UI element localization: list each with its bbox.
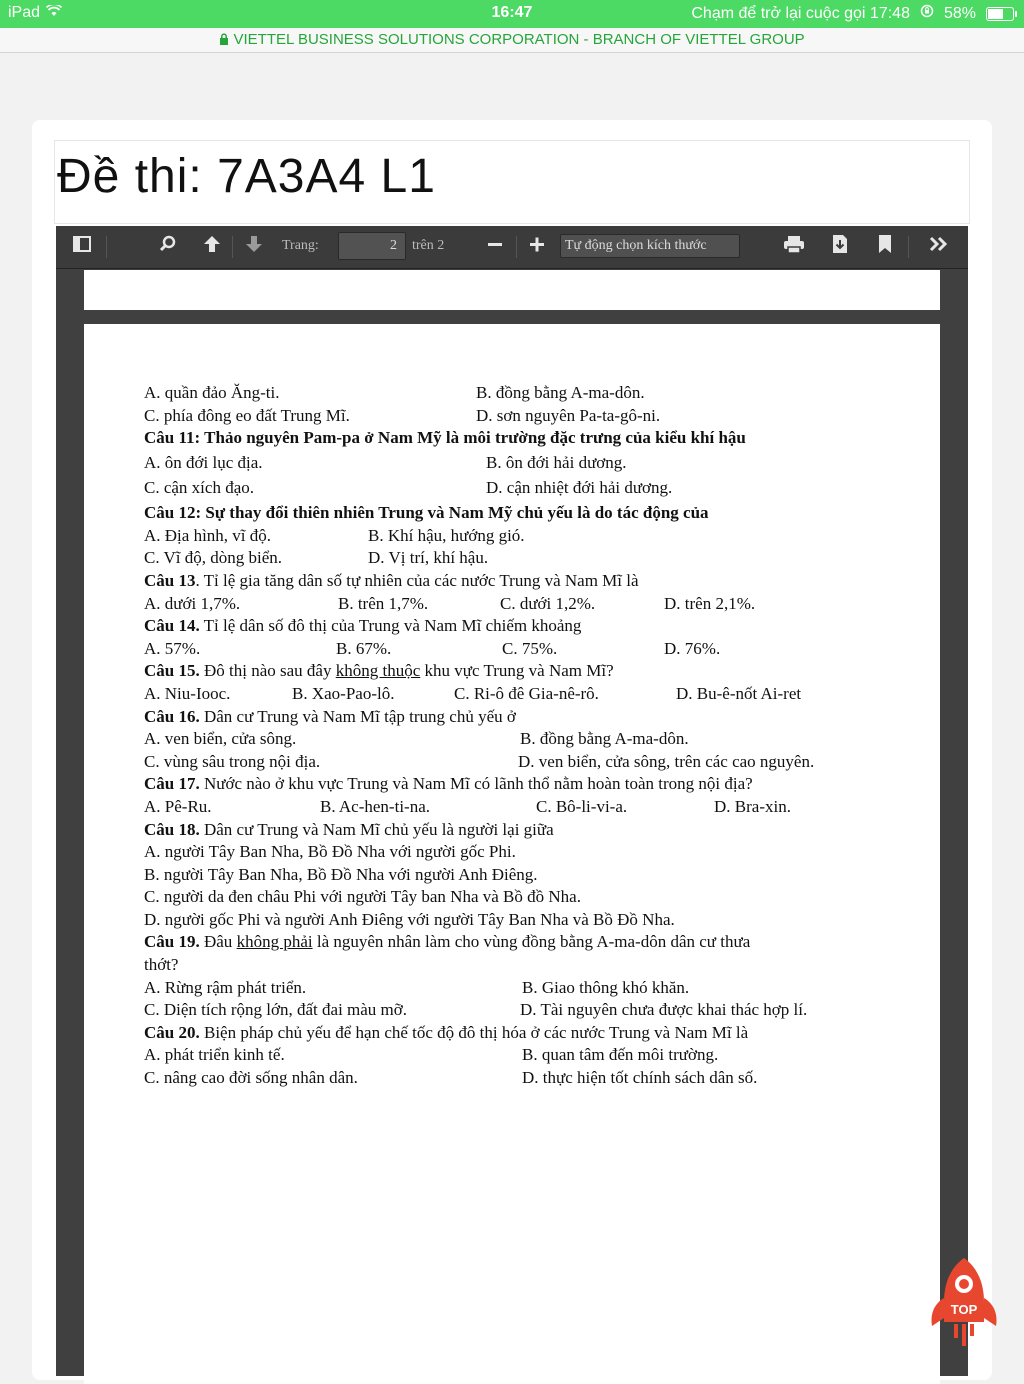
answer-option: C. Diện tích rộng lớn, đất đai màu mỡ. bbox=[144, 1000, 408, 1020]
answer-option: A. ôn đới lục địa. bbox=[144, 453, 263, 473]
answer-option: D. Bu-ê-nốt Ai-ret bbox=[676, 683, 802, 703]
answer-option: A. Rừng rậm phát triển. bbox=[144, 977, 307, 997]
answer-row bbox=[144, 751, 904, 774]
answer-option: B. quan tâm đến môi trường. bbox=[522, 1045, 719, 1065]
answer-option: D. ven biển, cửa sông, trên các cao nguyên. bbox=[518, 751, 815, 771]
battery-percent: 58% bbox=[943, 4, 976, 22]
answer-option: B. ôn đới hải dương. bbox=[486, 453, 627, 473]
page-label: Trang: bbox=[282, 238, 319, 253]
lock-icon bbox=[219, 31, 233, 48]
question-text: Dân cư Trung và Nam Mĩ tập trung chủ yếu ở bbox=[199, 706, 516, 726]
answer-option: D. sơn nguyên Pa-ta-gô-ni. bbox=[476, 405, 661, 425]
answer-row bbox=[144, 1067, 904, 1090]
question bbox=[144, 1022, 904, 1045]
answer-option: A. ven biển, cửa sông. bbox=[144, 729, 297, 749]
question-text: Đâu bbox=[199, 932, 237, 952]
answer-row bbox=[144, 638, 904, 661]
answer-option: A. quần đảo Ăng-ti. bbox=[144, 383, 280, 402]
zoom-in-icon[interactable] bbox=[528, 234, 546, 259]
answer-row bbox=[144, 796, 904, 819]
question-text: Biện pháp chủ yếu để hạn chế tốc độ đô thị hóa ở các nước Trung và Nam Mĩ là bbox=[199, 1022, 749, 1042]
answer-row bbox=[144, 886, 904, 909]
answer-row bbox=[144, 547, 904, 570]
pdf-page-2 bbox=[84, 324, 940, 1384]
answer-row bbox=[144, 728, 904, 751]
answer-option: B. đồng bằng A-ma-dôn. bbox=[520, 729, 689, 749]
answer-option: C. cận xích đạo. bbox=[144, 478, 254, 498]
question-number: Câu 19. bbox=[144, 932, 200, 952]
question bbox=[144, 502, 904, 525]
question-text: Đô thị nào sau đây bbox=[199, 661, 336, 681]
question-number: Câu 15. bbox=[144, 661, 200, 681]
device-name: iPad bbox=[8, 4, 41, 21]
answer-option: C. Ri-ô đê Gia-nê-rô. bbox=[454, 683, 599, 703]
answer-option: A. Pê-Ru. bbox=[144, 796, 212, 816]
answer-option: C. 75%. bbox=[502, 638, 558, 658]
answer-option: D. 76%. bbox=[664, 638, 721, 658]
print-icon[interactable] bbox=[782, 234, 806, 259]
toolbar-divider bbox=[516, 236, 517, 258]
pdf-page-1 bbox=[84, 270, 940, 310]
question bbox=[144, 819, 904, 842]
answer-row bbox=[144, 382, 904, 405]
answer-row bbox=[144, 593, 904, 616]
question-number: Câu 14. bbox=[144, 616, 200, 636]
answer-row bbox=[144, 909, 904, 932]
return-to-call[interactable]: Chạm để trở lại cuộc gọi 17:48 bbox=[691, 4, 910, 22]
question-number: Câu 18. bbox=[144, 819, 200, 839]
previous-page-icon[interactable] bbox=[202, 234, 222, 259]
answer-option: A. dưới 1,7%. bbox=[144, 593, 241, 613]
back-to-top-button[interactable] bbox=[930, 1258, 998, 1358]
answer-option: D. Bra-xin. bbox=[714, 796, 791, 816]
question-number: Câu 13 bbox=[144, 570, 196, 590]
pdf-viewer bbox=[56, 226, 968, 1376]
question-text: khu vực Trung và Nam Mĩ? bbox=[420, 661, 614, 681]
question-number: Câu 17. bbox=[144, 774, 200, 794]
question-number: Câu 20. bbox=[144, 1022, 200, 1042]
answer-option: D. thực hiện tốt chính sách dân số. bbox=[522, 1068, 758, 1088]
question-text: . Tỉ lệ gia tăng dân số tự nhiên của các nước Trung và Nam Mĩ là bbox=[195, 570, 639, 590]
answer-row bbox=[144, 452, 904, 477]
toolbar-divider bbox=[232, 236, 233, 258]
answer-option: B. trên 1,7%. bbox=[338, 593, 429, 613]
answer-row bbox=[144, 977, 904, 1000]
url-bar[interactable] bbox=[0, 28, 1024, 53]
answer-option: D. Tài nguyên chưa được khai thác hợp lí. bbox=[520, 1000, 808, 1020]
answer-option: B. đồng bằng A-ma-dôn. bbox=[476, 383, 645, 402]
answer-option: A. phát triển kinh tế. bbox=[144, 1045, 285, 1065]
question bbox=[144, 773, 904, 796]
question bbox=[144, 427, 904, 452]
answer-option: C. phía đông eo đất Trung Mĩ. bbox=[144, 405, 350, 425]
answer-option: B. người Tây Ban Nha, Bồ Đồ Nha với người Anh Điêng. bbox=[144, 864, 538, 884]
bookmark-icon[interactable] bbox=[876, 234, 894, 259]
answer-option: A. người Tây Ban Nha, Bồ Đồ Nha với người gốc Phi. bbox=[144, 842, 516, 862]
answer-row bbox=[144, 1044, 904, 1067]
answer-option: D. người gốc Phi và người Anh Điêng với người Tây Ban Nha và Bồ Đồ Nha. bbox=[144, 909, 675, 929]
toolbar-divider bbox=[908, 236, 909, 258]
status-time: 16:47 bbox=[491, 4, 533, 21]
question-text: Dân cư Trung và Nam Mĩ chủ yếu là người lại giữa bbox=[199, 819, 554, 839]
toolbar-divider bbox=[106, 236, 107, 258]
answer-option: C. người da đen châu Phi với người Tây ban Nha và Bồ đồ Nha. bbox=[144, 887, 581, 907]
tools-menu-icon[interactable] bbox=[928, 234, 950, 259]
question bbox=[144, 660, 904, 683]
question-text: Tỉ lệ dân số đô thị của Trung và Nam Mĩ chiếm khoảng bbox=[199, 616, 582, 636]
answer-option: B. Giao thông khó khăn. bbox=[522, 977, 690, 997]
pdf-toolbar bbox=[56, 226, 968, 269]
question-number: Câu 16. bbox=[144, 706, 200, 726]
status-bar bbox=[0, 0, 1024, 28]
underlined-phrase: không thuộc bbox=[335, 661, 421, 681]
answer-option: D. cận nhiệt đới hải dương. bbox=[486, 478, 673, 498]
answer-option: C. nâng cao đời sống nhân dân. bbox=[144, 1068, 358, 1088]
question-text: là nguyên nhân làm cho vùng đồng bằng A-ma-dôn dân cư thưa bbox=[312, 932, 751, 952]
page-number-input[interactable]: 2 bbox=[338, 232, 406, 260]
zoom-out-icon[interactable] bbox=[486, 234, 504, 259]
answer-row bbox=[144, 841, 904, 864]
answer-option: A. Địa hình, vĩ độ. bbox=[144, 525, 272, 545]
question-continuation bbox=[144, 954, 904, 977]
answer-option: B. Ac-hen-ti-na. bbox=[320, 796, 430, 816]
answer-option: C. Bô-li-vi-a. bbox=[536, 796, 628, 816]
answer-row bbox=[144, 477, 904, 502]
download-icon[interactable] bbox=[830, 234, 850, 259]
zoom-select-value: Tự động chọn kích thước bbox=[565, 238, 707, 253]
top-label: TOP bbox=[950, 1302, 978, 1317]
site-identity: VIETTEL BUSINESS SOLUTIONS CORPORATION - BRANCH OF VIETTEL GROUP bbox=[233, 31, 805, 48]
zoom-select[interactable] bbox=[560, 234, 740, 258]
answer-option: C. dưới 1,2%. bbox=[500, 593, 596, 613]
battery-icon bbox=[986, 7, 1014, 21]
question-text: Nước nào ở khu vực Trung và Nam Mĩ có lãnh thổ nằm hoàn toàn trong nội địa? bbox=[199, 774, 753, 794]
search-icon[interactable] bbox=[158, 234, 178, 259]
question bbox=[144, 931, 904, 954]
answer-row bbox=[144, 999, 904, 1022]
answer-option: B. 67%. bbox=[336, 638, 392, 658]
answer-option: A. Niu-Iooc. bbox=[144, 683, 231, 703]
answer-option: C. Vĩ độ, dòng biển. bbox=[144, 548, 283, 568]
title-box bbox=[54, 140, 970, 224]
answer-option: B. Khí hậu, hướng gió. bbox=[368, 525, 525, 545]
underlined-phrase: không phải bbox=[236, 932, 313, 952]
question bbox=[144, 570, 904, 593]
page-title: Đề thi: 7A3A4 L1 bbox=[57, 150, 436, 203]
answer-row bbox=[144, 405, 904, 428]
exam-content bbox=[144, 382, 904, 1090]
answer-option: D. trên 2,1%. bbox=[664, 593, 756, 613]
answer-option: C. vùng sâu trong nội địa. bbox=[144, 751, 321, 771]
orientation-lock-icon bbox=[920, 4, 934, 23]
answer-option: B. Xao-Pao-lô. bbox=[292, 683, 395, 703]
answer-option: D. Vị trí, khí hậu. bbox=[368, 548, 489, 568]
page-total: trên 2 bbox=[412, 238, 445, 253]
answer-row bbox=[144, 525, 904, 548]
answer-row bbox=[144, 683, 904, 706]
question bbox=[144, 706, 904, 729]
answer-option: A. 57%. bbox=[144, 638, 201, 658]
question-text: thớt? bbox=[144, 955, 179, 975]
sidebar-toggle-icon[interactable] bbox=[72, 234, 92, 259]
question-text: Câu 12: Sự thay đổi thiên nhiên Trung và Nam Mỹ chủ yếu là do tác động của bbox=[144, 503, 709, 523]
answer-row bbox=[144, 864, 904, 887]
question bbox=[144, 615, 904, 638]
next-page-icon[interactable] bbox=[244, 234, 264, 259]
question-text: Câu 11: Thảo nguyên Pam-pa ở Nam Mỹ là môi trường đặc trưng của kiểu khí hậu bbox=[144, 428, 746, 448]
